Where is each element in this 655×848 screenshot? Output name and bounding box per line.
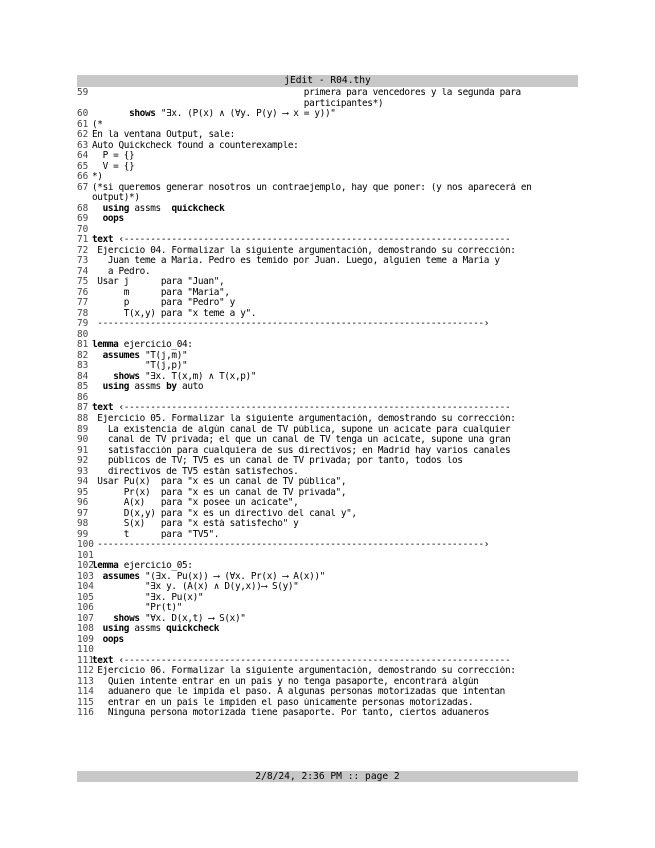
line-content (92, 656, 578, 667)
line-content (92, 235, 578, 246)
line-content (92, 277, 578, 288)
code-line (77, 435, 578, 446)
code-line (77, 403, 578, 414)
line-number: 116 (77, 708, 94, 719)
line-content (92, 467, 578, 478)
line-number: 80 (77, 329, 89, 340)
code-text: a Pedro. (92, 266, 151, 277)
line-content (92, 214, 578, 225)
keyword: using (102, 203, 130, 214)
code-text: t para "TV5". (92, 529, 220, 540)
line-content (92, 509, 578, 520)
code-line (77, 635, 578, 646)
line-content (92, 204, 578, 215)
code-line (77, 267, 578, 278)
line-number: 66 (77, 172, 89, 183)
line-content (92, 162, 578, 173)
line-content (92, 361, 578, 372)
line-content (92, 120, 578, 131)
code-line (77, 582, 578, 593)
code-text: participantes*) (92, 98, 384, 109)
keyword: shows (113, 613, 140, 624)
line-number: 104 (77, 582, 94, 593)
code-text: assms (129, 382, 167, 393)
code-text: (*si queremos generar nosotros un contraejemplo, hay que poner: (y nos aparecerá en (92, 182, 532, 193)
code-line (77, 235, 578, 246)
line-number: 62 (77, 130, 89, 141)
code-text (92, 372, 113, 382)
line-number: 86 (77, 392, 89, 403)
code-text: ‹------------------------------------------------------------------------- (113, 235, 511, 246)
line-number: 67 (77, 182, 89, 193)
code-text: "T(j,m)" (139, 350, 188, 361)
line-number: 77 (77, 298, 89, 309)
code-line (77, 204, 578, 215)
code-text: output)*) (92, 193, 140, 204)
code-text: m para "María", (92, 287, 230, 298)
line-content (92, 151, 578, 162)
line-content (92, 708, 578, 719)
code-line (77, 572, 578, 583)
keyword: text (92, 235, 114, 246)
line-number: 89 (77, 424, 89, 435)
code-line (77, 656, 578, 667)
code-text: T(x,y) para "x teme a y". (92, 308, 257, 319)
code-line (77, 698, 578, 709)
code-line (77, 120, 578, 131)
line-content (92, 551, 578, 562)
keyword: shows (129, 109, 156, 120)
line-number: 74 (77, 266, 89, 277)
line-number: 99 (77, 529, 89, 540)
line-number: 107 (77, 613, 94, 624)
line-number: 115 (77, 697, 94, 708)
code-line (77, 561, 578, 572)
print-footer: 2/8/24, 2:36 PM :: page 2 (77, 771, 578, 782)
code-line (77, 319, 578, 330)
line-number: 69 (77, 214, 89, 225)
line-content (92, 256, 578, 267)
line-number: 108 (77, 624, 94, 635)
code-text (92, 635, 103, 645)
code-text: Ejercicio 05. Formalizar la siguiente argumentación, demostrando su corrección: (92, 413, 516, 424)
line-content (92, 435, 578, 446)
code-line (77, 488, 578, 499)
line-content (92, 414, 578, 425)
code-text (92, 624, 103, 634)
line-number: 75 (77, 277, 89, 288)
code-text: "∃x. Pu(x)" (92, 592, 204, 603)
code-line (77, 677, 578, 688)
line-number: 93 (77, 466, 89, 477)
code-line (77, 509, 578, 520)
code-line (77, 340, 578, 351)
line-content (92, 530, 578, 541)
keyword: quickcheck (166, 624, 220, 635)
window-title: jEdit - R04.thy (77, 75, 578, 87)
line-content (92, 519, 578, 530)
code-text (92, 214, 103, 224)
code-text: ‹------------------------------------------------------------------------- (113, 403, 511, 414)
keyword: lemma (92, 340, 119, 351)
line-number: 88 (77, 413, 89, 424)
line-content (92, 603, 578, 614)
keyword: text (92, 403, 114, 414)
code-text: Pr(x) para "x es un canal de TV privada", (92, 487, 347, 498)
line-number: 59 (77, 88, 89, 98)
code-text: "∀x. D(x,t) ⟶ S(x)" (139, 613, 246, 624)
code-text (92, 204, 103, 214)
keyword: oops (102, 634, 124, 645)
code-text: Ninguna persona motorizada tiene pasaporte. Por tanto, ciertos aduaneros (92, 708, 490, 719)
line-content (92, 677, 578, 688)
line-number: 98 (77, 519, 89, 530)
line-number: 97 (77, 508, 89, 519)
line-number: 73 (77, 256, 89, 267)
line-content (92, 582, 578, 593)
line-content (92, 645, 578, 656)
line-content (92, 540, 578, 551)
line-number: 114 (77, 687, 94, 698)
line-content (92, 698, 578, 709)
code-line (77, 425, 578, 436)
line-content (92, 351, 578, 362)
code-text: Auto Quickcheck found a counterexample: (92, 140, 299, 151)
code-line (77, 99, 578, 110)
line-content (92, 488, 578, 499)
line-number: 70 (77, 224, 89, 235)
code-line (77, 477, 578, 488)
line-number: 101 (77, 550, 94, 561)
line-number: 85 (77, 382, 89, 393)
line-content (92, 330, 578, 341)
code-line (77, 614, 578, 625)
keyword: lemma (92, 561, 119, 572)
line-number: 96 (77, 498, 89, 509)
line-content (92, 393, 578, 404)
line-number: 102 (77, 561, 94, 572)
code-text: Ejercicio 04. Formalizar la siguiente argumentación, demostrando su corrección: (92, 245, 516, 256)
line-number: 78 (77, 308, 89, 319)
code-text: assms (129, 624, 167, 635)
line-content (92, 561, 578, 572)
code-line (77, 151, 578, 162)
code-line (77, 88, 578, 99)
line-content (92, 130, 578, 141)
line-content (92, 572, 578, 583)
keyword: using (102, 624, 130, 635)
line-number: 64 (77, 151, 89, 162)
line-number: 90 (77, 435, 89, 446)
line-number (77, 99, 92, 110)
line-content (92, 298, 578, 309)
keyword: oops (102, 214, 124, 225)
keyword: assumes (102, 350, 140, 361)
code-line (77, 393, 578, 404)
line-number: 95 (77, 487, 89, 498)
line-content (92, 456, 578, 467)
line-number: 84 (77, 371, 89, 382)
code-line (77, 214, 578, 225)
editor-text-area[interactable] (77, 87, 578, 771)
line-number: 91 (77, 445, 89, 456)
line-content (92, 425, 578, 436)
line-content (92, 624, 578, 635)
line-content (92, 319, 578, 330)
code-text: D(x,y) para "x es un directivo del canal y", (92, 508, 357, 519)
code-line (77, 298, 578, 309)
code-line (77, 467, 578, 478)
code-line (77, 256, 578, 267)
code-line (77, 593, 578, 604)
code-text: Quien intente entrar en un país y no tenga pasaporte, encontrará algún (92, 676, 479, 687)
line-number: 113 (77, 676, 94, 687)
code-text (92, 109, 129, 119)
code-text: Juan teme a María. Pedro es temido por Juan. Luego, alguien teme a María y (92, 256, 500, 267)
line-number: 71 (77, 235, 89, 246)
code-text: primera para vencedores y la segunda para (92, 88, 521, 98)
line-content (92, 109, 578, 120)
line-content (92, 687, 578, 698)
line-number: 109 (77, 634, 94, 645)
keyword: quickcheck (171, 203, 225, 214)
printed-page (77, 75, 578, 782)
line-number: 105 (77, 592, 94, 603)
code-line (77, 225, 578, 236)
line-content (92, 183, 578, 194)
code-line (77, 603, 578, 614)
line-content (92, 372, 578, 383)
code-text (92, 572, 103, 582)
line-content (92, 88, 578, 99)
line-number: 87 (77, 403, 89, 414)
code-text: assms (129, 203, 172, 214)
code-line (77, 551, 578, 562)
line-number: 68 (77, 203, 89, 214)
line-content (92, 498, 578, 509)
keyword: shows (113, 371, 140, 382)
code-text: (* (92, 119, 103, 130)
code-line (77, 372, 578, 383)
code-text (92, 351, 103, 361)
line-number: 72 (77, 245, 89, 256)
line-number: 60 (77, 109, 89, 120)
line-content (92, 340, 578, 351)
line-content (92, 172, 578, 183)
line-content (92, 246, 578, 257)
code-text: A(x) para "x posee un acicate", (92, 498, 299, 509)
line-content (92, 288, 578, 299)
code-line (77, 172, 578, 183)
code-line (77, 446, 578, 457)
line-content (92, 477, 578, 488)
line-content (92, 193, 578, 204)
line-content (92, 382, 578, 393)
line-content (92, 225, 578, 236)
code-text: La existencia de algún canal de TV pública, supone un acicate para cualquier (92, 424, 511, 435)
code-text: "∃x. (P(x) ∧ (∀y. P(y) ⟶ x = y))" (155, 109, 336, 120)
code-line (77, 624, 578, 635)
keyword: text (92, 655, 114, 666)
code-line (77, 666, 578, 677)
line-number: 65 (77, 161, 89, 172)
code-line (77, 456, 578, 467)
code-text: P = {} (92, 151, 135, 162)
code-line (77, 351, 578, 362)
code-text: Usar Pu(x) para "x es un canal de TV pública", (92, 477, 347, 488)
code-text: p para "Pedro" y (92, 298, 235, 309)
code-line (77, 246, 578, 257)
code-line (77, 162, 578, 173)
line-number: 112 (77, 666, 94, 677)
line-number: 111 (77, 655, 94, 666)
line-content (92, 666, 578, 677)
code-text: ‹------------------------------------------------------------------------- (113, 655, 511, 666)
code-text: Usar j para "Juan", (92, 277, 225, 288)
line-number: 103 (77, 571, 94, 582)
code-line (77, 109, 578, 120)
code-text: Ejercicio 06. Formalizar la siguiente argumentación, demostrando su corrección: (92, 666, 516, 677)
line-number: 81 (77, 340, 89, 351)
line-number (77, 193, 92, 204)
line-content (92, 267, 578, 278)
code-line (77, 414, 578, 425)
code-line (77, 645, 578, 656)
keyword: by (166, 382, 177, 393)
line-content (92, 614, 578, 625)
line-number: 79 (77, 319, 89, 330)
code-text: "(∃x. Pu(x)) ⟶ (∀x. Pr(x) ⟶ A(x))" (139, 571, 325, 582)
code-text: ejercicio_04: (118, 340, 193, 351)
code-text: En la ventana Output, sale: (92, 130, 235, 141)
code-text: V = {} (92, 161, 135, 172)
line-number: 83 (77, 361, 89, 372)
code-text: -------------------------------------------------------------------------› (92, 319, 490, 330)
code-line (77, 288, 578, 299)
code-line (77, 708, 578, 719)
code-text: "T(j,p)" (92, 361, 188, 372)
code-line (77, 530, 578, 541)
code-line (77, 361, 578, 372)
keyword: using (102, 382, 130, 393)
line-content (92, 99, 578, 110)
code-text (92, 614, 113, 624)
line-number: 94 (77, 477, 89, 488)
code-text: "∃x y. (A(x) ∧ D(y,x))⟶ S(y)" (92, 582, 299, 593)
code-text (92, 382, 103, 392)
code-text: *) (92, 172, 103, 183)
code-text: satisfacción para cualquiera de sus directivos; en Madrid hay varios canales (92, 445, 511, 456)
code-line (77, 309, 578, 320)
code-line (77, 330, 578, 341)
line-number: 61 (77, 119, 89, 130)
line-number: 100 (77, 540, 94, 551)
code-text: ejercicio_05: (118, 561, 193, 572)
code-line (77, 193, 578, 204)
code-text: S(x) para "x está satisfecho" y (92, 519, 299, 530)
code-text: públicos de TV; TV5 es un canal de TV privada; por tanto, todos los (92, 456, 463, 467)
code-text: -------------------------------------------------------------------------› (92, 540, 490, 551)
line-content (92, 446, 578, 457)
code-text: "∃x. T(x,m) ∧ T(x,p)" (139, 371, 257, 382)
line-number: 82 (77, 350, 89, 361)
line-content (92, 403, 578, 414)
line-number: 110 (77, 645, 94, 656)
code-line (77, 277, 578, 288)
line-content (92, 593, 578, 604)
line-number: 92 (77, 456, 89, 467)
code-text: canal de TV privada; el que un canal de TV tenga un acicate, supone una gran (92, 435, 511, 446)
keyword: assumes (102, 571, 140, 582)
code-line (77, 141, 578, 152)
line-number: 63 (77, 140, 89, 151)
code-line (77, 130, 578, 141)
code-line (77, 687, 578, 698)
code-line (77, 540, 578, 551)
line-number: 106 (77, 603, 94, 614)
code-text: aduanero que le impida el paso. A algunas personas motorizadas que intentan (92, 687, 505, 698)
code-text: auto (176, 382, 204, 393)
line-number: 76 (77, 287, 89, 298)
code-line (77, 183, 578, 194)
code-text: directivos de TV5 están satisfechos. (92, 466, 299, 477)
code-line (77, 382, 578, 393)
line-content (92, 141, 578, 152)
code-text: "Pr(t)" (92, 603, 183, 614)
line-content (92, 635, 578, 646)
code-line (77, 519, 578, 530)
line-content (92, 309, 578, 320)
code-line (77, 498, 578, 509)
code-text: entrar en un país le impiden el paso únicamente personas motorizadas. (92, 697, 474, 708)
